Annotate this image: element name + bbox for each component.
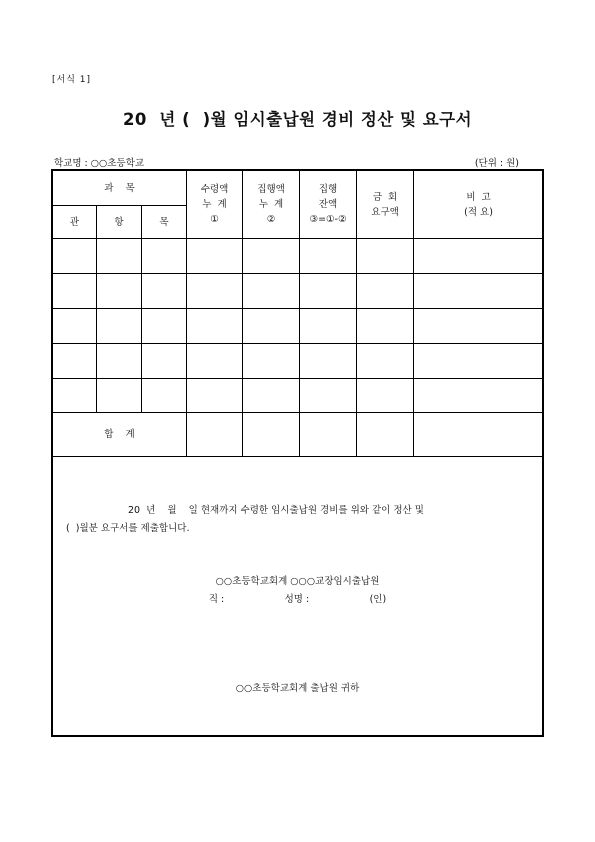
statement-line-1: 20 년 월 일 현재까지 수령한 임시출납원 경비를 위와 같이 정산 및 — [128, 505, 424, 516]
total-label: 합 계 — [53, 413, 187, 457]
header-request: 금 회 요구액 — [357, 171, 414, 239]
statement-text — [66, 502, 536, 538]
table-cell — [414, 344, 544, 379]
table-cell — [97, 379, 142, 413]
table-cell — [357, 274, 414, 309]
table-cell — [97, 309, 142, 344]
table-cell — [243, 344, 300, 379]
table-cell — [97, 239, 142, 274]
table-cell — [243, 379, 300, 413]
table-cell — [142, 344, 187, 379]
table-cell — [187, 309, 243, 344]
signatory-title: ○○초등학교회계 ○○○교장임시출납원 — [215, 576, 380, 587]
table-cell — [142, 239, 187, 274]
table-cell — [53, 379, 97, 413]
settlement-table — [52, 170, 544, 457]
table-cell — [300, 379, 357, 413]
table-cell — [357, 344, 414, 379]
table-cell — [414, 309, 544, 344]
table-cell — [414, 239, 544, 274]
table-cell — [187, 379, 243, 413]
table-cell — [414, 274, 544, 309]
table-row — [53, 379, 544, 413]
header-gwan: 관 — [53, 206, 97, 239]
table-cell — [300, 239, 357, 274]
table-cell — [243, 274, 300, 309]
table-cell — [414, 379, 544, 413]
table-cell — [187, 239, 243, 274]
table-cell — [142, 309, 187, 344]
total-cell — [414, 413, 544, 457]
table-cell — [357, 309, 414, 344]
total-cell — [300, 413, 357, 457]
table-cell — [97, 344, 142, 379]
table-cell — [53, 274, 97, 309]
header-received: 수령액 누 계 ① — [187, 171, 243, 239]
table-cell — [53, 344, 97, 379]
total-cell — [357, 413, 414, 457]
unit-label: (단위 : 원) — [474, 158, 519, 169]
table-cell — [300, 274, 357, 309]
header-remaining: 집행 잔액 ③=①-② — [300, 171, 357, 239]
table-row — [53, 239, 544, 274]
table-row — [53, 274, 544, 309]
table-cell — [187, 344, 243, 379]
table-cell — [53, 309, 97, 344]
statement-line-2: ( )월분 요구서를 제출합니다. — [66, 523, 190, 534]
table-cell — [357, 239, 414, 274]
header-hang: 항 — [97, 206, 142, 239]
header-executed: 집행액 누 계 ② — [243, 171, 300, 239]
document-title: 20 년 ( )월 임시출납원 경비 정산 및 요구서 — [122, 110, 473, 129]
table-cell — [97, 274, 142, 309]
total-row — [53, 413, 544, 457]
header-remarks: 비 고 (적 요) — [414, 171, 544, 239]
table-cell — [357, 379, 414, 413]
table-cell — [300, 344, 357, 379]
signatory-fields: 직 : 성명 : (인) — [208, 594, 387, 605]
form-code: [서식 1] — [52, 75, 91, 85]
addressee: ○○초등학교회계 출납원 귀하 — [235, 683, 360, 694]
statement-section — [52, 456, 543, 737]
total-cell — [187, 413, 243, 457]
table-cell — [243, 239, 300, 274]
table-row — [53, 344, 544, 379]
table-row — [53, 309, 544, 344]
table-cell — [243, 309, 300, 344]
total-cell — [243, 413, 300, 457]
header-mok: 목 — [142, 206, 187, 239]
table-cell — [300, 309, 357, 344]
table-cell — [187, 274, 243, 309]
table-cell — [142, 379, 187, 413]
school-name: 학교명 : ○○초등학교 — [54, 158, 145, 169]
header-account: 과 목 — [53, 171, 187, 206]
table-cell — [142, 274, 187, 309]
table-cell — [53, 239, 97, 274]
